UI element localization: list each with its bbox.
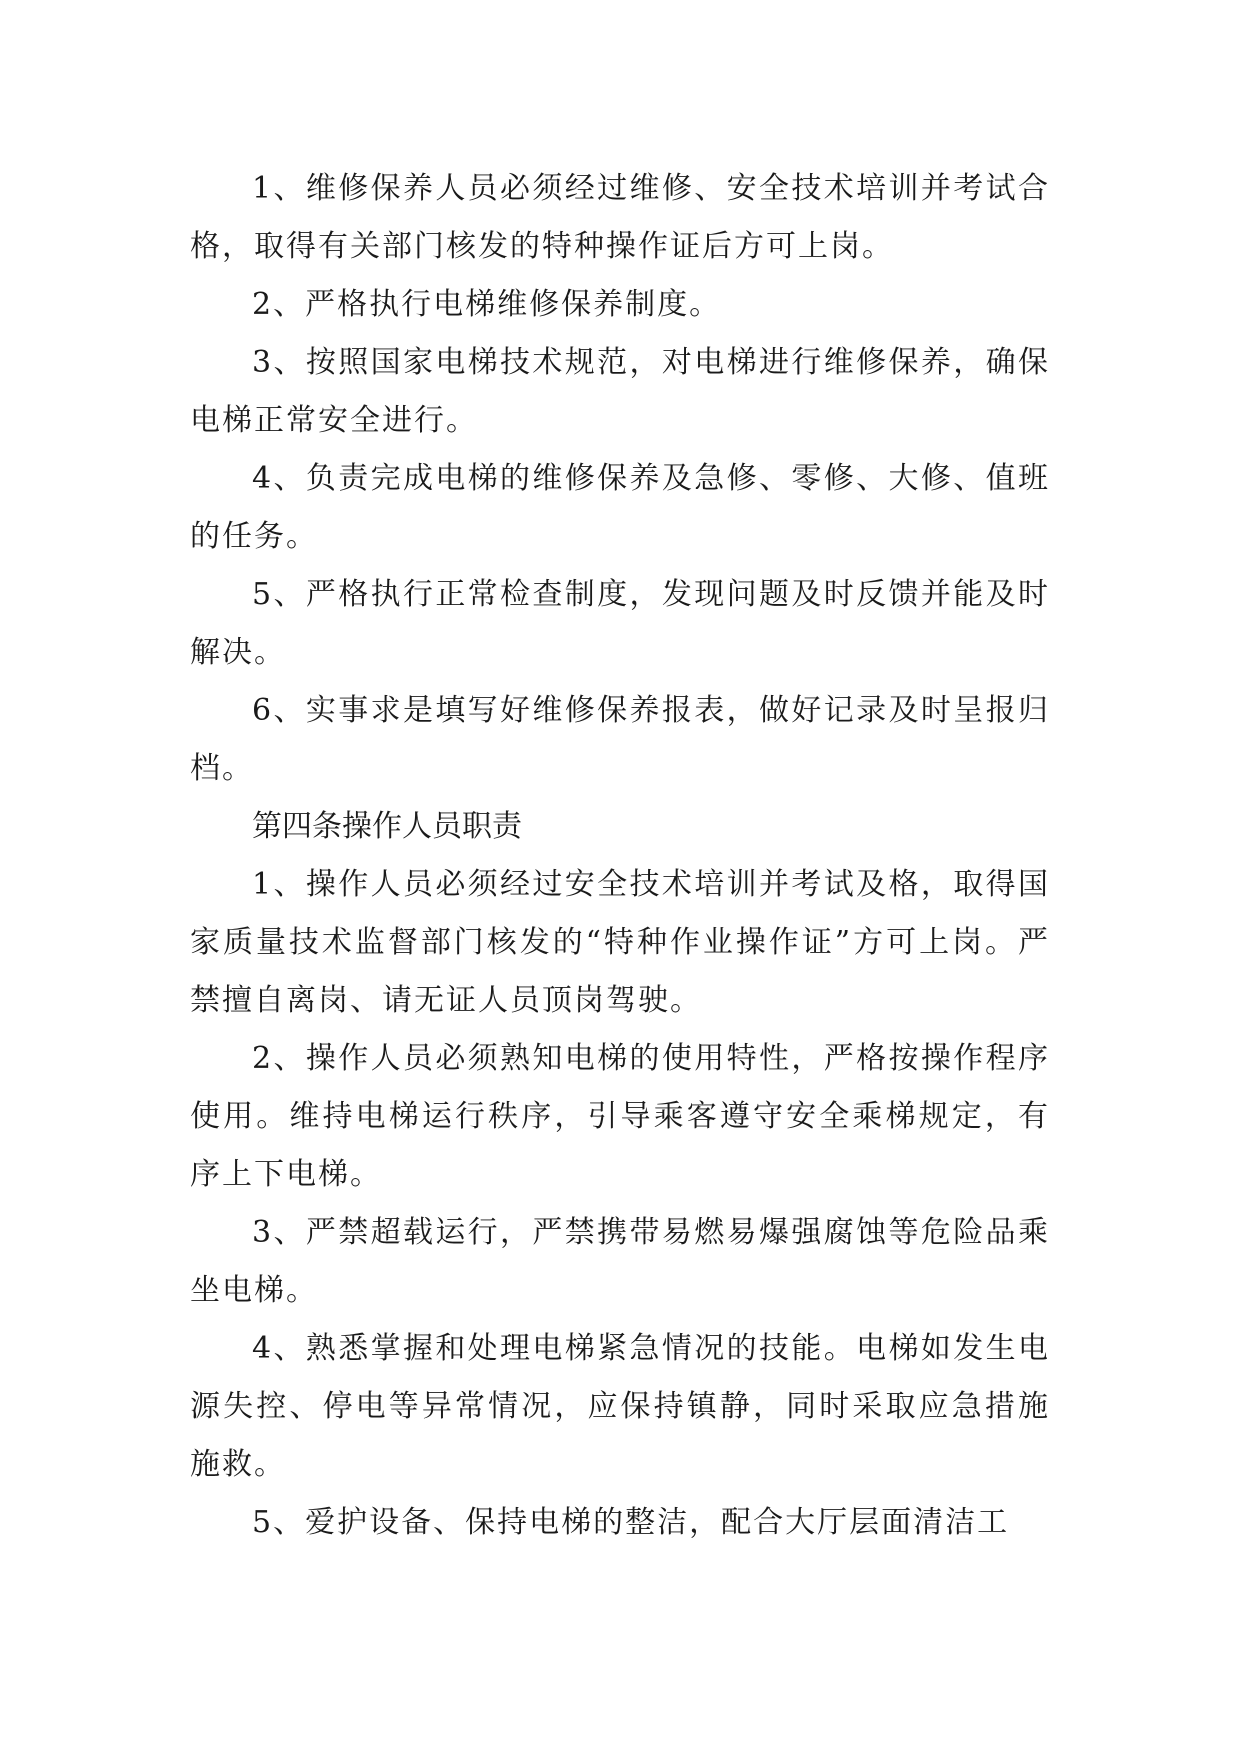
paragraph-maintenance-1: 1、维修保养人员必须经过维修、安全技术培训并考试合格，取得有关部门核发的特种操作证后方可上岗。 bbox=[190, 171, 1050, 264]
document-body bbox=[190, 160, 1050, 1552]
paragraph-operator-5: 5、爱护设备、保持电梯的整洁，配合大厅层面清洁工 bbox=[252, 1505, 1010, 1540]
paragraph-maintenance-4: 4、负责完成电梯的维修保养及急修、零修、大修、值班的任务。 bbox=[190, 461, 1050, 554]
section-heading-operator-duties: 第四条操作人员职责 bbox=[252, 809, 522, 844]
paragraph-operator-3: 3、严禁超载运行，严禁携带易燃易爆强腐蚀等危险品乘坐电梯。 bbox=[190, 1215, 1050, 1308]
paragraph-maintenance-5: 5、严格执行正常检查制度，发现问题及时反馈并能及时解决。 bbox=[190, 577, 1050, 670]
paragraph-operator-1: 1、操作人员必须经过安全技术培训并考试及格，取得国家质量技术监督部门核发的“特种作业操作证”方可上岗。严禁擅自离岗、请无证人员顶岗驾驶。 bbox=[190, 867, 1050, 1018]
paragraph-operator-4: 4、熟悉掌握和处理电梯紧急情况的技能。电梯如发生电源失控、停电等异常情况，应保持镇静，同时采取应急措施施救。 bbox=[190, 1331, 1050, 1482]
paragraph-maintenance-2: 2、严格执行电梯维修保养制度。 bbox=[252, 287, 722, 322]
paragraph-maintenance-6: 6、实事求是填写好维修保养报表，做好记录及时呈报归档。 bbox=[190, 693, 1050, 786]
paragraph-maintenance-3: 3、按照国家电梯技术规范，对电梯进行维修保养，确保电梯正常安全进行。 bbox=[190, 345, 1050, 438]
paragraph-operator-2: 2、操作人员必须熟知电梯的使用特性，严格按操作程序使用。维持电梯运行秩序，引导乘客遵守安全乘梯规定，有序上下电梯。 bbox=[190, 1041, 1050, 1192]
